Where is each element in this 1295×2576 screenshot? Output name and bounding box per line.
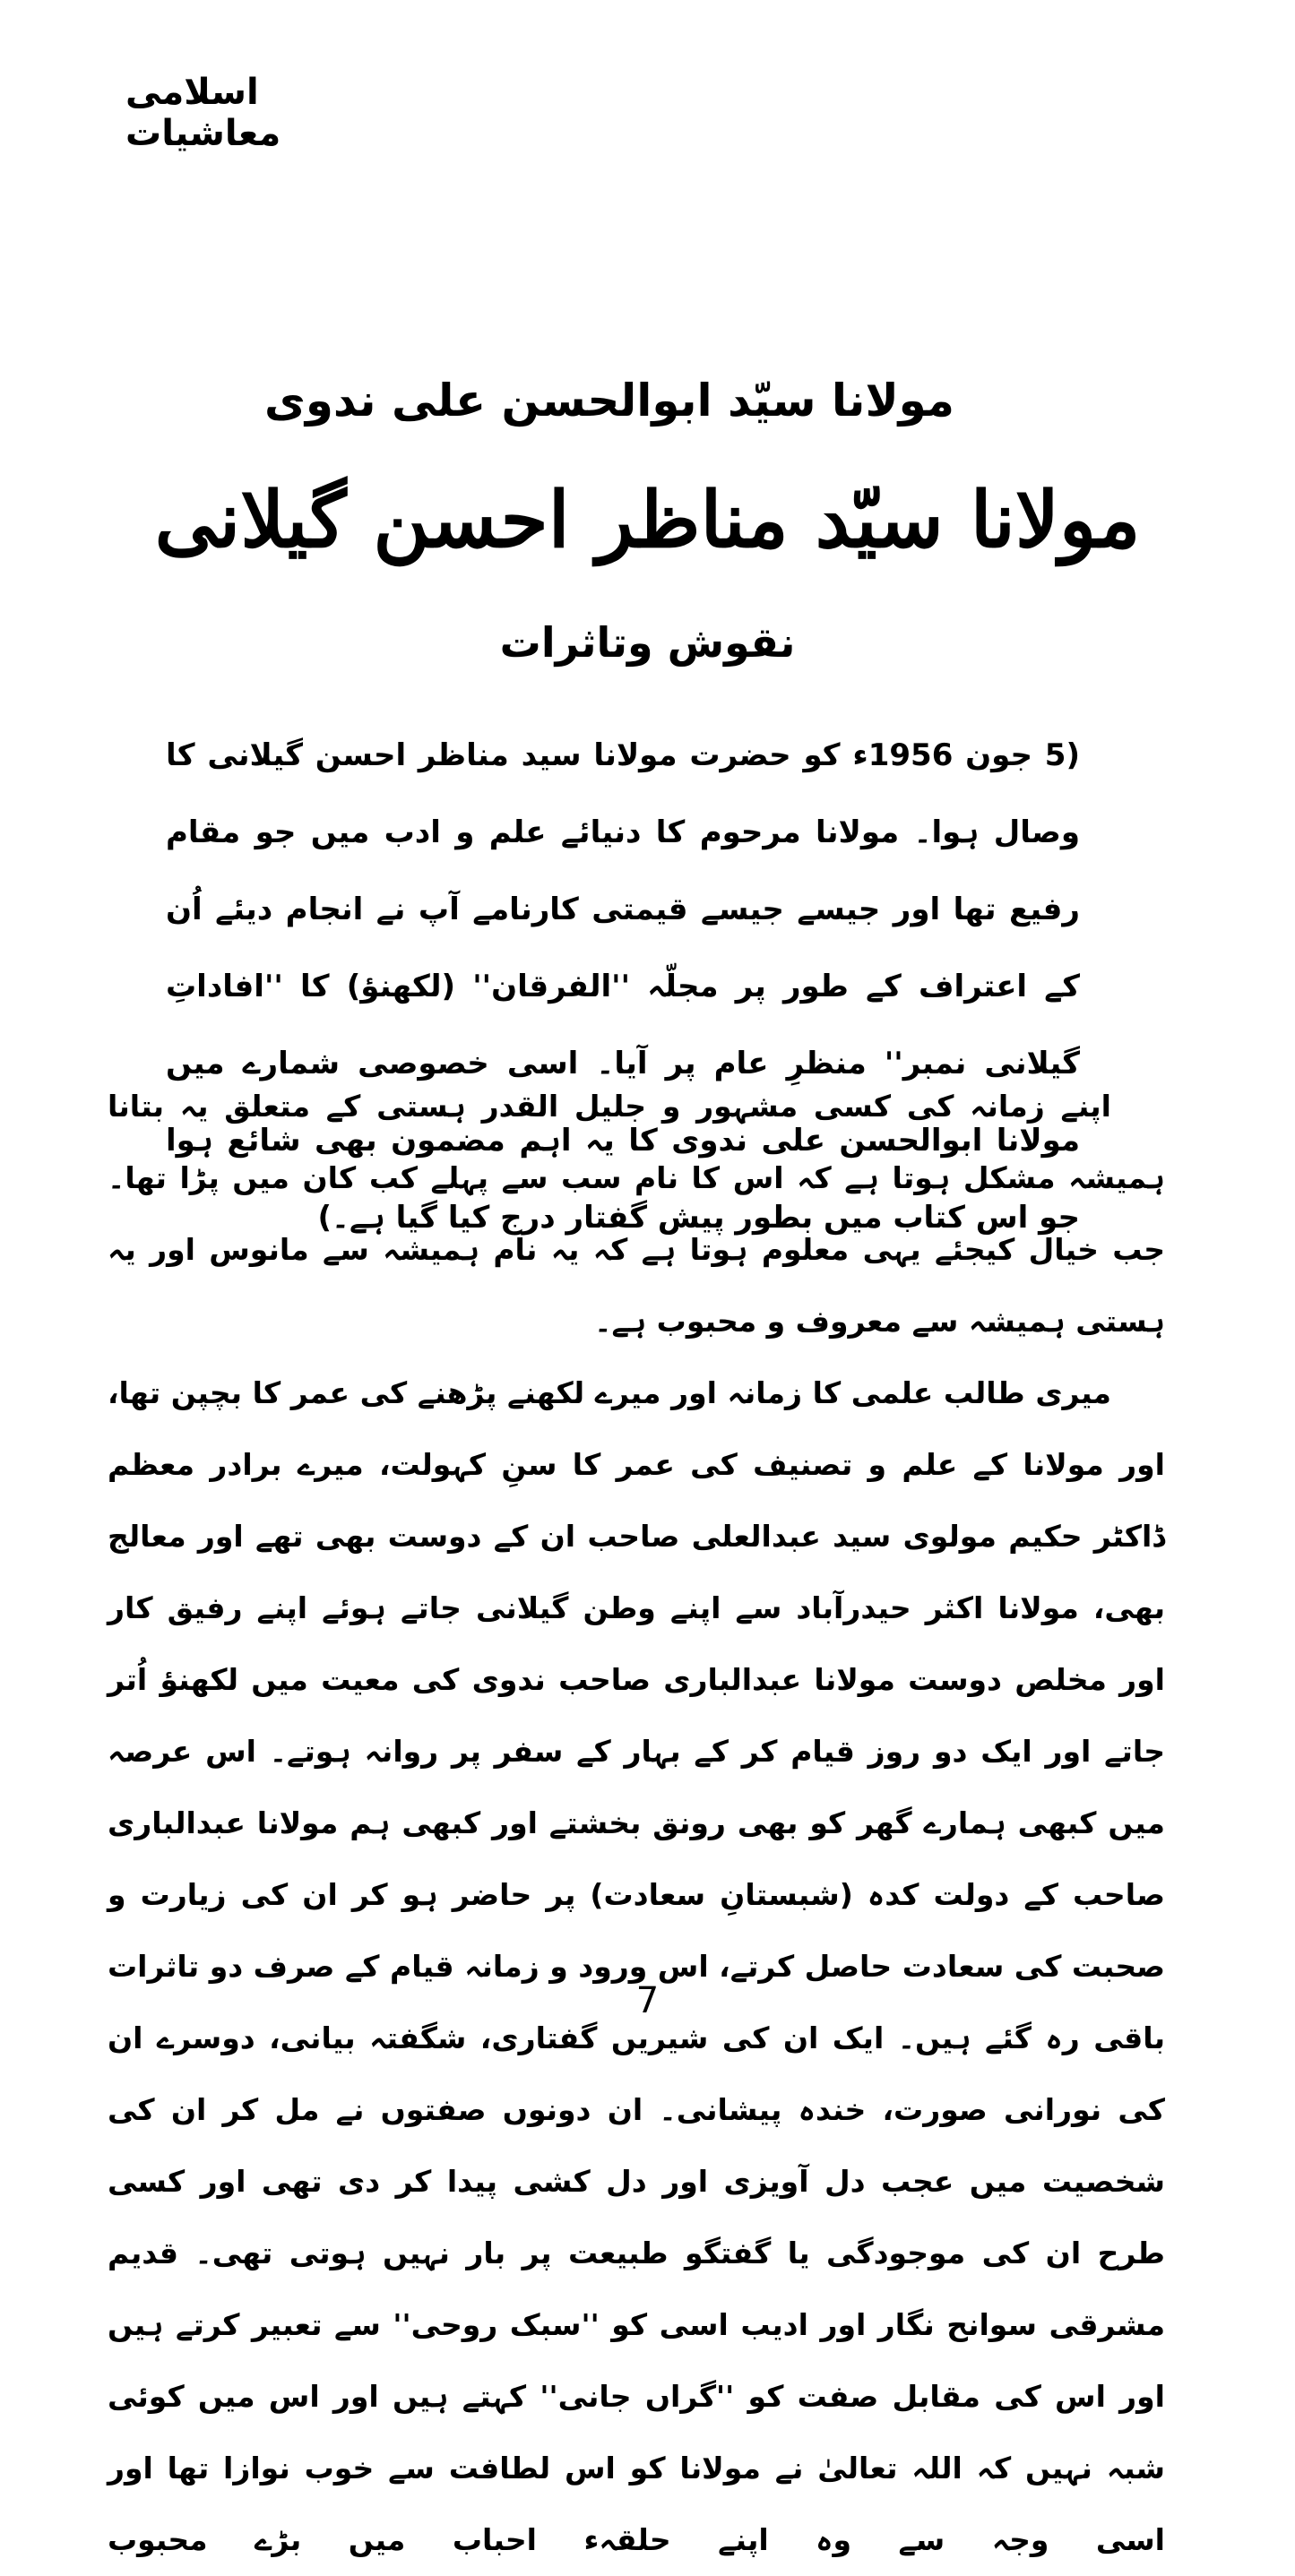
body-paragraph-2: میری طالب علمی کا زمانہ اور میرے لکھنے پڑھنے کی عمر کا بچپن تھا، اور مولانا کے علم و تصنیف کی عمر کا سنِ کہولت، میرے برادر معظم ڈاکٹر حکیم مولوی سید عبدالعلی صاحب ان کے دوست بھی تھے اور معالج بھی، مولانا اکثر حیدرآباد سے اپنے وطن گیلانی جاتے ہوئے اپنے رفیق کار اور مخلص دوست مولانا عبدالباری صاحب ندوی کی معیت میں لکھنؤ اُتر جاتے اور ایک دو روز قیام کر کے بہار کے سفر پر روانہ ہوتے۔ اس عرصہ میں کبھی ہمارے گھر کو بھی رونق بخشتے اور کبھی ہم مولانا عبدالباری صاحب کے دولت کدہ (شبستانِ سعادت) پر حاضر ہو کر ان کی زیارت و صحبت کی سعادت حاصل کرتے، اس ورود و زمانہ قیام کے صرف دو تاثرات باقی رہ گئے ہیں۔ ایک ان کی شیریں گفتاری، شگفتہ بیانی، دوسرے ان کی نورانی صورت، خندہ پیشانی۔ ان دونوں صفتوں نے مل کر ان کی شخصیت میں عجب دل آویزی اور دل کشی پیدا کر دی تھی اور کسی طرح ان کی موجودگی یا گفتگو طبیعت پر بار نہیں ہوتی تھی۔ قدیم مشرقی سوانح نگار اور ادیب اسی کو ''سبک روحی'' سے تعبیر کرتے ہیں اور اس کی مقابل صفت کو ''گراں جانی'' کہتے ہیں اور اس میں کوئی شبہ نہیں کہ اللہ تعالیٰ نے مولانا کو اس لطافت سے خوب نوازا تھا اور اسی وجہ سے وہ اپنے حلقہء احباب میں بڑے محبوب [108, 1375, 1165, 2557]
body-paragraph-1: اپنے زمانہ کی کسی مشہور و جلیل القدر ہستی کے متعلق یہ بتانا ہمیشہ مشکل ہوتا ہے کہ اس کا نام سب سے پہلے کب کان میں پڑا تھا۔ جب خیال کیجئے یہی معلوم ہوتا ہے کہ یہ نام ہمیشہ سے مانوس اور یہ ہستی ہمیشہ سے معروف و محبوب ہے۔ [108, 1089, 1165, 1339]
running-header: اسلامی معاشیات [125, 72, 281, 154]
article-body [108, 1071, 1165, 2576]
article-title: مولانا سیّد مناظر احسن گیلانی [154, 475, 1141, 565]
article-subtitle: نقوش وتاثرات [499, 618, 796, 667]
editorial-note-text: (5 جون 1956ء کو حضرت مولانا سید مناظر احسن گیلانی کا وصال ہوا۔ مولانا مرحوم کا دنیائے علم و ادب میں جو مقام رفیع تھا اور جیسے جیسے قیمتی کارنامے آپ نے انجام دیئے اُن کے اعتراف کے طور پر مجلّہ ''الفرقان'' (لکھنؤ) کا ''افاداتِ گیلانی نمبر'' منظرِ عام پر آیا۔ اسی خصوصی شمارے میں مولانا ابوالحسن علی ندوی کا یہ اہم مضمون بھی شائع ہوا جو اس کتاب میں بطور پیش گفتار درج کیا گیا ہے۔) [166, 737, 1081, 1236]
page-number: 7 [635, 1980, 660, 2021]
author-name: مولانا سیّد ابوالحسن علی ندوی [264, 375, 954, 426]
